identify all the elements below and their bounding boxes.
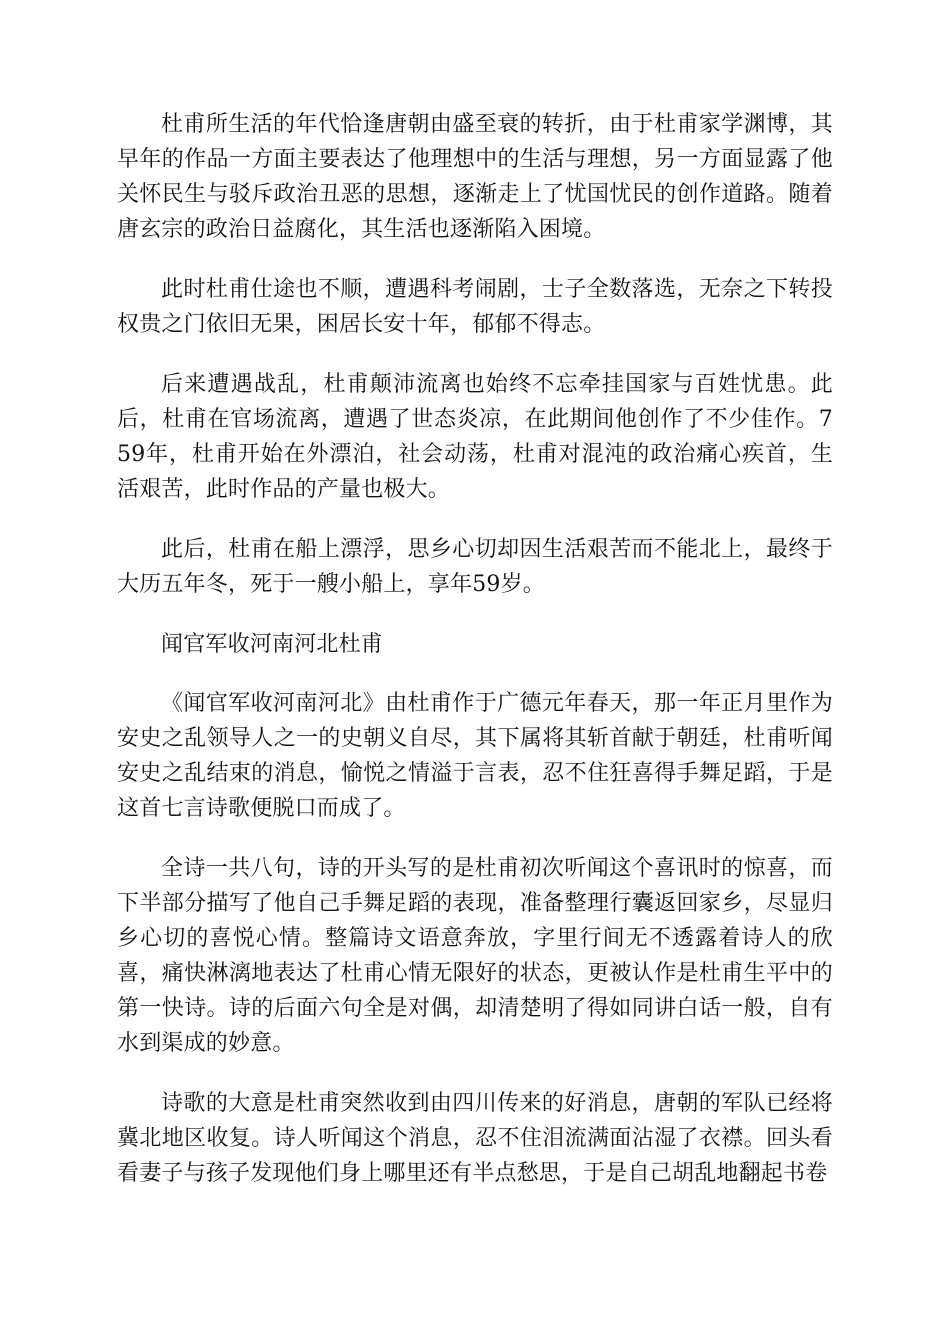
poem-title: 闻官军收河南河北杜甫 — [161, 632, 384, 657]
document-page — [117, 107, 833, 1216]
paragraph-death: 此后，杜甫在船上漂浮，思乡心切却因生活艰苦而不能北上，最终于大历五年冬，死于一艘小船上，享年59岁。 — [117, 537, 833, 597]
paragraph-early-life: 杜甫所生活的年代恰逢唐朝由盛至衰的转折，由于杜甫家学渊博，其早年的作品一方面主要表达了他理想中的生活与理想，另一方面显露了他关怀民生与驳斥政治丑恶的思想，逐渐走上了忧国忧民的创作道路。随着唐玄宗的政治日益腐化，其生活也逐渐陷入困境。 — [117, 112, 833, 242]
paragraph-poem-structure: 全诗一共八句，诗的开头写的是杜甫初次听闻这个喜讯时的惊喜，而下半部分描写了他自己手舞足蹈的表现，准备整理行囊返回家乡，尽显归乡心切的喜悦心情。整篇诗文语意奔放，字里行间无不透露着诗人的欣喜，痛快淋漓地表达了杜甫心情无限好的状态，更被认作是杜甫生平中的第一快诗。诗的后面六句全是对偶，却清楚明了得如同讲白话一般，自有水到渠成的妙意。 — [117, 856, 833, 1056]
paragraph-wandering: 后来遭遇战乱，杜甫颠沛流离也始终不忘牵挂国家与百姓忧患。此后，杜甫在官场流离，遭遇了世态炎凉，在此期间他创作了不少佳作。759年，杜甫开始在外漂泊，社会动荡，杜甫对混沌的政治痛心疾首，生活艰苦，此时作品的产量也极大。 — [117, 372, 833, 502]
paragraph-poem-meaning: 诗歌的大意是杜甫突然收到由四川传来的好消息，唐朝的军队已经将冀北地区收复。诗人听闻这个消息，忍不住泪流满面沾湿了衣襟。回头看看妻子与孩子发现他们身上哪里还有半点愁思，于是自己胡乱地翻起书卷 — [117, 1091, 833, 1186]
paragraph-career: 此时杜甫仕途也不顺，遭遇科考闹剧，士子全数落选，无奈之下转投权贵之门依旧无果，困居长安十年，郁郁不得志。 — [117, 277, 833, 337]
paragraph-poem-background: 《闻官军收河南河北》由杜甫作于广德元年春天，那一年正月里作为安史之乱领导人之一的史朝义自尽，其下属将其斩首献于朝廷，杜甫听闻安史之乱结束的消息，愉悦之情溢于言表，忍不住狂喜得手舞足蹈，于是这首七言诗歌便脱口而成了。 — [117, 691, 833, 821]
